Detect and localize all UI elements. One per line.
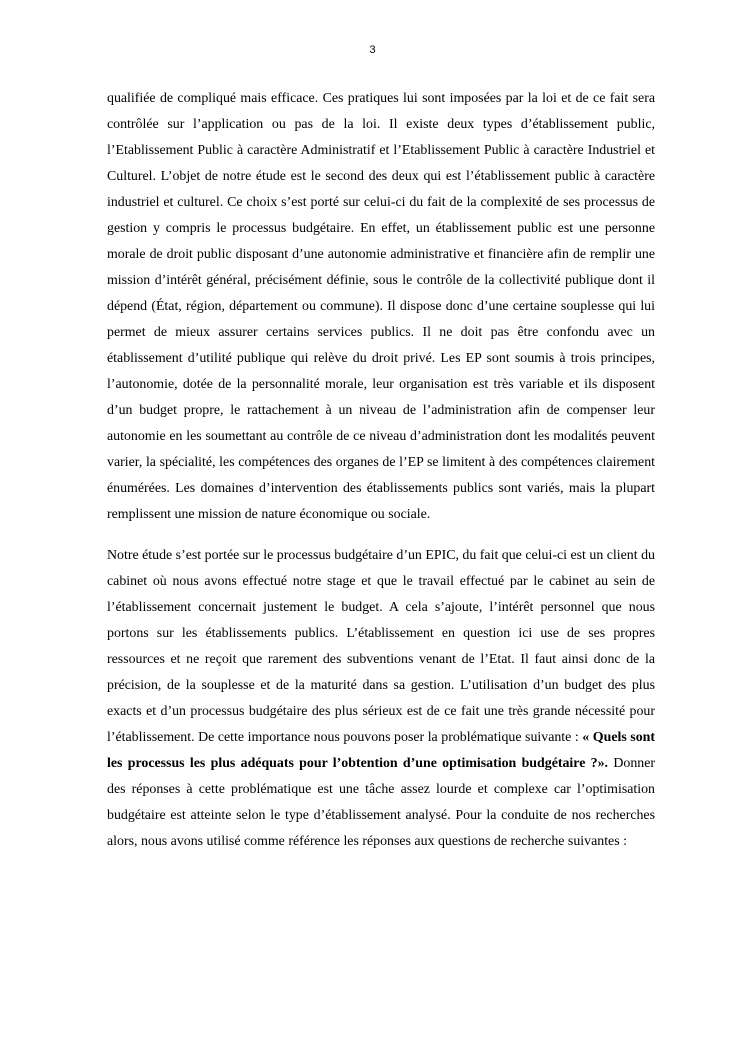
- paragraph-text-after-problematic: Donner des réponses à cette problématique est une tâche assez lourde et complexe car l’optimisation budgétaire est atteinte selon le type d’établissement analysé. Pour la conduite de nos recherches alors, nous avons utilisé comme référence les réponses aux questions de recherche suivantes :: [107, 756, 656, 849]
- paragraph-study-epic: [107, 543, 655, 855]
- problematic-statement: « Quels sont les processus les plus adéquats pour l’obtention d’une optimisation budgétaire ?».: [107, 730, 655, 771]
- document-body: [107, 86, 655, 855]
- paragraph-text-before-problematic: Notre étude s’est portée sur le processus budgétaire d’un EPIC, du fait que celui-ci est un client du cabinet où nous avons effectué notre stage et que le travail effectué par le cabinet au sein de l’établissement concernait justement le budget. A cela s’ajoute, l’intérêt personnel que nous portons sur les établissements publics. L’établissement en question ici use de ses propres ressources et ne reçoit que rarement des subventions venant de l’Etat. Il faut ainsi donc de la précision, de la souplesse et de la maturité dans sa gestion. L’utilisation d’un budget des plus exacts et d’un processus budgétaire des plus sérieux est de ce fait une très grande nécessité pour l’établissement. De cette importance nous pouvons poser la problématique suivante :: [107, 548, 655, 745]
- page-number: 3: [369, 44, 376, 56]
- paragraph-establishment-types: qualifiée de compliqué mais efficace. Ces pratiques lui sont imposées par la loi et de ce fait sera contrôlée sur l’application ou pas de la loi. Il existe deux types d’établissement public, l’Etablissement Public à caractère Administratif et l’Etablissement Public à caractère Industriel et Culturel. L’objet de notre étude est le second des deux qui est l’établissement public à caractère industriel et culturel. Ce choix s’est porté sur celui-ci du fait de la complexité de ses processus de gestion y compris le processus budgétaire. En effet, un établissement public est une personne morale de droit public disposant d’une autonomie administrative et financière afin de remplir une mission d’intérêt général, précisément définie, sous le contrôle de la collectivité publique dont il dépend (État, région, département ou commune). Il dispose donc d’une certaine souplesse qui lui permet de mieux assurer certains services publics. Il ne doit pas être confondu avec un établissement d’utilité publique qui relève du droit privé. Les EP sont soumis à trois principes, l’autonomie, dotée de la personnalité morale, leur organisation est très variable et ils disposent d’un budget propre, le rattachement à un niveau de l’administration afin de compenser leur autonomie en les soumettant au contrôle de ce niveau d’administration dont les modalités peuvent varier, la spécialité, les compétences des organes de l’EP se limitent à des compétences clairement énumérées. Les domaines d’intervention des établissements publics sont variés, mais la plupart remplissent une mission de nature économique ou sociale.: [107, 91, 655, 522]
